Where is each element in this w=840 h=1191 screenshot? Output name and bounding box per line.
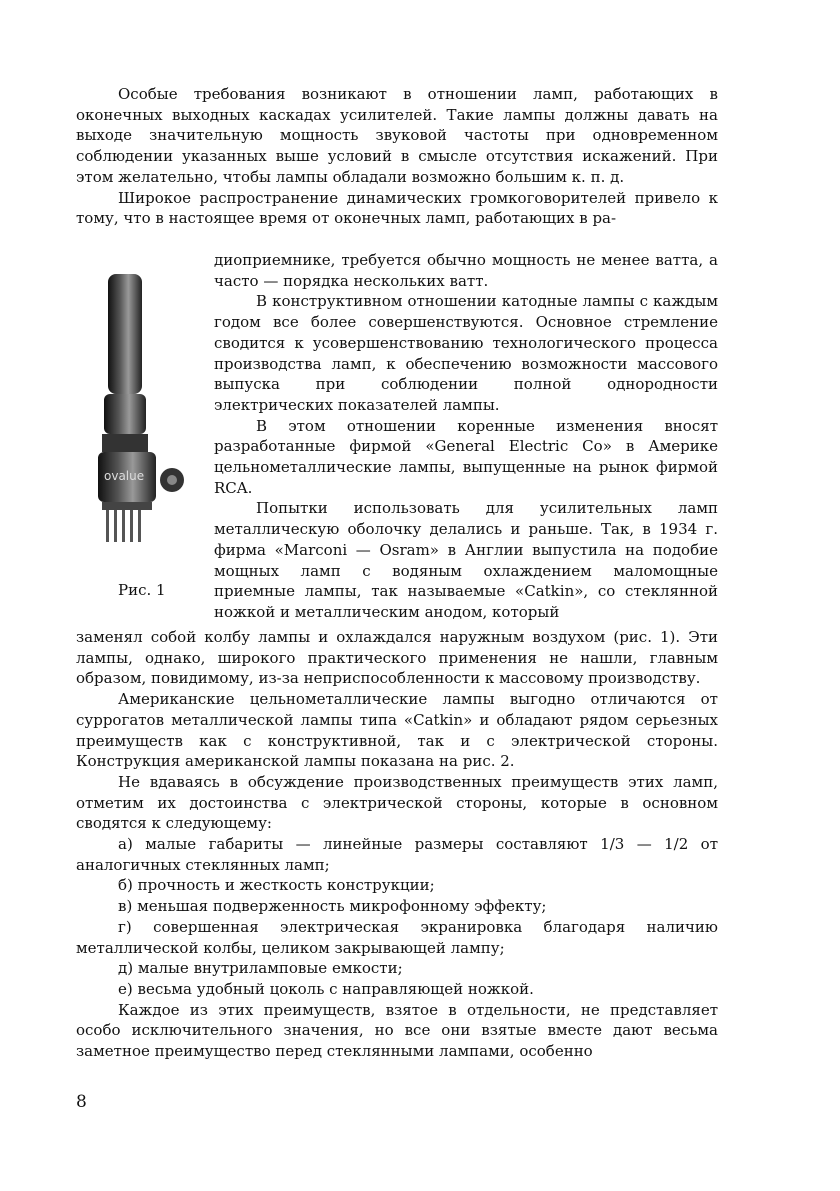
paragraph: В этом отношении коренные изменения вносят разработанные фирмой «General Electric Co» в Америке цельнометаллические лампы, выпущенные на рынок фирмой RCA. bbox=[214, 416, 718, 497]
paragraph: Не вдаваясь в обсуждение производственных преимуществ этих ламп, отметим их достоинства с электрической стороны, которые в основном сводятся к следующему: bbox=[76, 772, 718, 833]
bottom-text-block bbox=[76, 627, 718, 1062]
figure-metal-tube-photo bbox=[90, 266, 200, 566]
wrapped-text-block bbox=[214, 250, 718, 623]
list-item: г) совершенная электрическая экранировка благодаря наличию металлической колбы, целиком закрывающей лампу; bbox=[76, 917, 718, 957]
page-number: 8 bbox=[76, 1092, 87, 1112]
paragraph: Особые требования возникают в отношении ламп, работающих в оконечных выходных каскадах усилителей. Такие лампы должны давать на выходе значительную мощность звуковой частоты при одновременном соблюдении указанных выше условий в смысле отсутствия искажений. При этом желательно, чтобы лампы обладали возможно большим к. п. д. bbox=[76, 85, 718, 186]
list-item: е) весьма удобный цоколь с направляющей ножкой. bbox=[118, 979, 534, 998]
paragraph: Попытки использовать для усилительных ламп металлическую оболочку делались и раньше. Так, в 1934 г. фирма «Marconi — Osram» в Англии выпустила на подобие мощных ламп с водяным охлаждением маломощные приемные лампы, так называемые «Catkin», со стеклянной ножкой и металлическим анодом, который bbox=[214, 499, 718, 621]
paragraph: Широкое распространение динамических громкоговорителей привело к тому, что в настоящее время от оконечных ламп, работающих в ра- bbox=[76, 188, 718, 228]
list-item: а) малые габариты — линейные размеры составляют 1/3 — 1/2 от аналогичных стеклянных ламп; bbox=[76, 835, 718, 874]
list-item: д) малые внутриламповые емкости; bbox=[118, 959, 403, 978]
paragraph: диоприемнике, требуется обычно мощность не менее ватта, а часто — порядка нескольких ватт. bbox=[214, 251, 718, 290]
paragraph: Каждое из этих преимуществ, взятое в отдельности, не представляет особо исключительного значения, но все они взятые вместе дают весьма заметное преимущество перед стеклянными лампами, особенно bbox=[76, 1000, 718, 1061]
figure-caption: Рис. 1 bbox=[118, 581, 166, 599]
list-item: б) прочность и жесткость конструкции; bbox=[118, 876, 435, 895]
paragraph: заменял собой колбу лампы и охлаждался наружным воздухом (рис. 1). Эти лампы, однако, широкого практического применения не нашли, главным образом, повидимому, из-за неприспособленности к массовому производству. bbox=[76, 628, 718, 688]
svg-text:ovalue: ovalue bbox=[104, 469, 145, 483]
paragraph: В конструктивном отношении катодные лампы с каждым годом все более совершенствуются. Основное стремление сводится к усовершенствованию технологического процесса производства ламп, к обеспечению возможности массового выпуска при соблюдении полной однородности электрических показателей лампы. bbox=[214, 292, 718, 414]
paragraph: Американские цельнометаллические лампы выгодно отличаются от суррогатов металлической лампы типа «Catkin» и обладают рядом серьезных преимуществ как с конструктивной, так и с электрической стороны. Конструкция американской лампы показана на рис. 2. bbox=[76, 690, 718, 771]
list-item: в) меньшая подверженность микрофонному эффекту; bbox=[118, 897, 547, 916]
metal-tube-illustration bbox=[90, 266, 200, 566]
top-text-block bbox=[76, 84, 718, 229]
